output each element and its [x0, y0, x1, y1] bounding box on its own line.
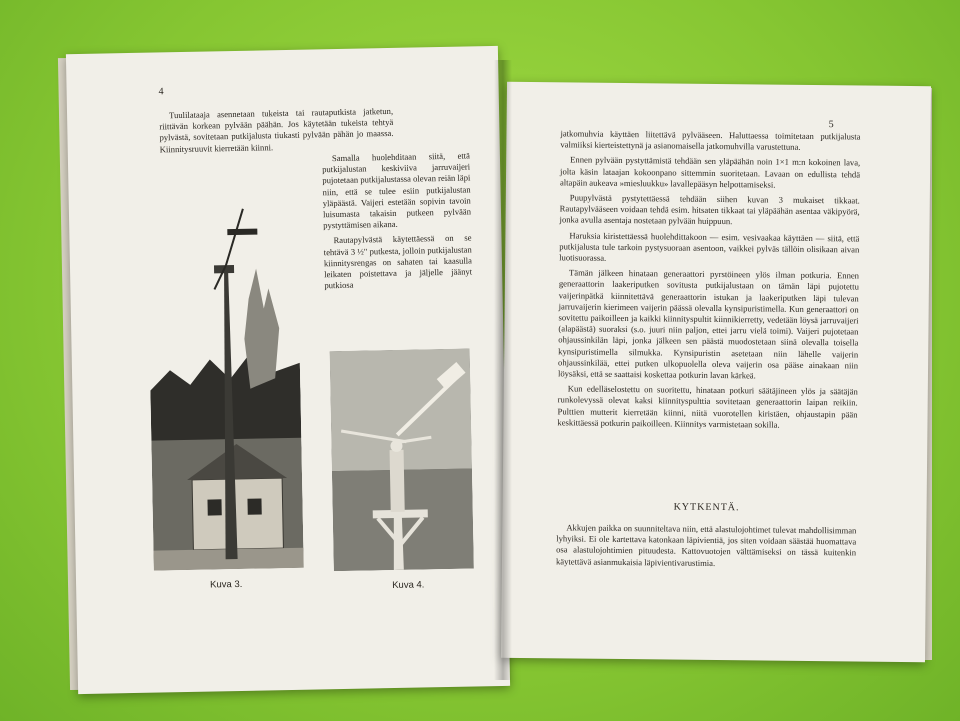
section-heading: KYTKENTÄ.	[673, 501, 740, 514]
caption-kuva-4: Kuva 4.	[392, 579, 425, 592]
windmill-assembly-photo	[330, 349, 474, 572]
page-number: 4	[158, 86, 164, 98]
page-number: 5	[828, 119, 834, 131]
right-column-text	[322, 150, 473, 295]
paragraph: Puupylvästä pystytettäessä tehdään siihen kuvan 3 mukaiset tikkaat. Rautapylvääseen voidaan tehdä esim. hitsaten tikkaat tai yläpäähän asentaa väkipyörä, jonka avulla asentaja nostetaan pylvään huippuun.	[559, 192, 860, 227]
paragraph: Rautapylvästä käytettäessä on se tehtävä 3 ½" putkesta, jolloin putkijalustan kiinnitysrengas on sahaten tai kaasulla leikaten poistettava ja jäljelle jäänyt putkiosa	[323, 232, 473, 291]
windmill-tower-photo	[146, 178, 303, 571]
paragraph: Tämän jälkeen hinataan generaattori pyrstöineen ylös ilman potkuria. Ennen generaattorin laakeriputken sovitusta putkijalustaan on tämän läpi pujotettu vaijerinpätkä kiinnitettävä generaattorin istukan ja laakeriputken läpi tulevan jarruvaijerin kierimeen vaijerin päässä olevalla kynsipuristimella. Kun generaattori on sovitettu paikoilleen ja kaikki kiinnityspultit kiinnikierretty, vedetään löysä jarruvaijeri (alapäästä) suoraksi (s.o. juuri niin paljon, ettei jarru vielä toimi). Vaijeri pujotetaan ohjaussinkilän läpi, jonka jälkeen sen päästä muodostetaan siinä olevalla toisella kynsipuristimella silmukka. Kynsipuristin asetetaan niin lähelle vaijerin ohjaussinkilää, ettei putken ulkopuolella oleva vaijerin osa pääse ainakaan niin löysäksi, että se saattaisi koskettaa potkurin lavan kärkeä.	[557, 267, 860, 381]
right-page	[501, 82, 931, 662]
kytkenta-text	[556, 522, 856, 574]
paragraph: Ennen pylvään pystyttämistä tehdään sen yläpäähän noin 1×1 m:n kokoinen lava, jolta käsin lataajan kokoonpano sittemmin suoritetaan. Lavaan on edullista tehdä altapäin aukeava »miesluukku» lavallepääsyn helpottamiseksi.	[559, 154, 861, 190]
paragraph: Haruksia kiristettäessä huolehdittakoon — esim. vesivaakaa käyttäen — siitä, että putkijalusta tule tarkoin pystysuoraan asentoon, vaikkei pylväs tällöin olisikaan aivan luotisuorassa.	[559, 230, 860, 263]
paragraph: jatkomuhvia käyttäen liitettävä pylvääseen. Haluttaessa toimitetaan putkijalusta valmiiksi kierteistettynä ja asianomaisella jatkomuhvilla varustettuna.	[560, 128, 861, 153]
paragraph: Akkujen paikka on suunniteltava niin, että alastulojohtimet tulevat mahdollisimman lyhyiksi. Ei ole kartettava katonkaan läpivientiä, jos siten voidaan säästää huomattava osa alastulojohtimien pituudesta. Kattovuotojen välttämiseksi on tässä kuitenkin käytettävä asianmukaisia läpivientivarustimia.	[555, 522, 857, 568]
paragraph: Kun edelläselostettu on suoritettu, hinataan potkuri säätäjineen ylös ja säätäjän runkolevyssä olevat kaksi kiinnityspulttia sovitetaan generaattorin laipan reikiin. Pulttien mutterit kierretään kiinni, niitä vuorotellen kiristäen, ohjaustapin pään keskittäessä potkurin paikoilleen. Kiinnitys varmistetaan sokilla.	[557, 383, 858, 430]
caption-kuva-3: Kuva 3.	[210, 578, 243, 591]
photo-kuva-4	[330, 349, 474, 572]
paragraph: Samalla huolehditaan siitä, että putkijalustan keskiviiva jarruvaijeri pujotetaan putkijalustassa olevan reiän läpi niin, että se tulee esiin putkijalustan yläpäästä. Vaijeri estetään sopivin tavoin luisumasta takaisin putkeen pylvään pystyttämisen aikana.	[322, 150, 472, 231]
body-text	[557, 128, 860, 435]
book-gutter	[494, 60, 512, 680]
left-page	[66, 46, 510, 694]
photo-kuva-3	[146, 178, 303, 571]
intro-paragraph	[159, 106, 394, 159]
paragraph: Tuulilataaja asennetaan tukeista tai rautaputkista jatketun, riittävän korkean pylvään päähän. Jos käytetään tukeista tehtyä pylvästä, sovitetaan putkijalusta tiukasti pylvään pähän jo maassa. Kiinnitysruuvit kierretään kiinni.	[159, 105, 394, 155]
